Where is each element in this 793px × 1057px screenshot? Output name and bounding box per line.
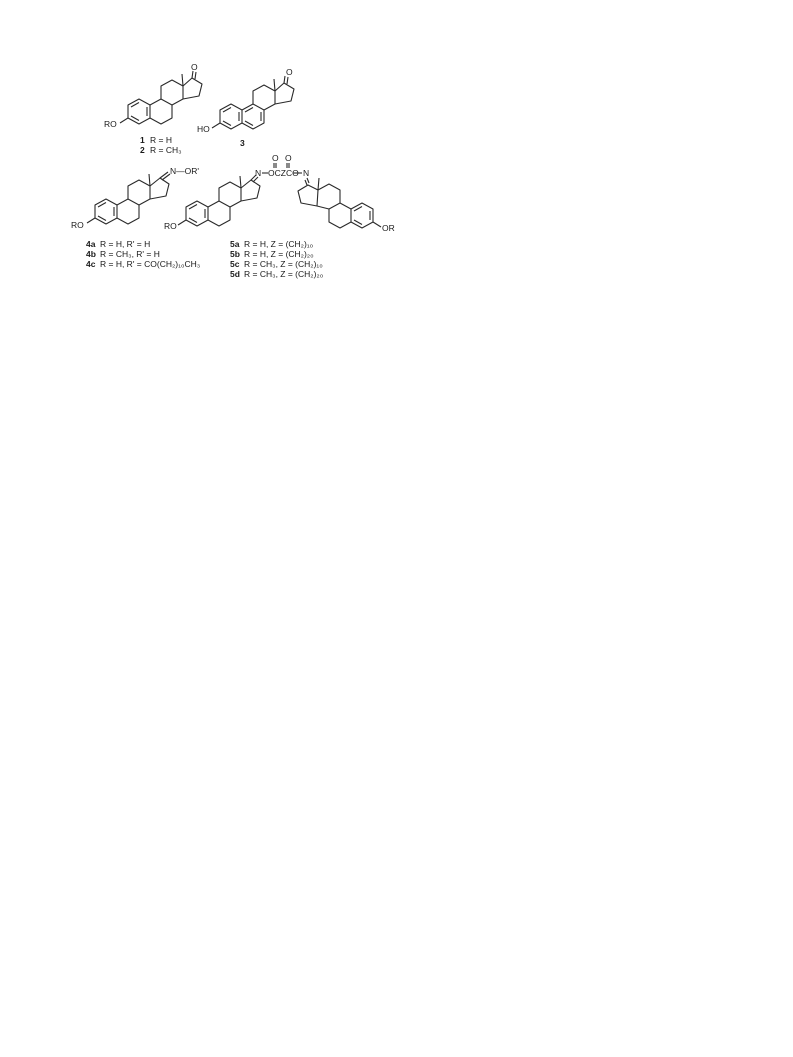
- ring-a-double-bonds: [98, 203, 114, 221]
- compound-number: 5b: [230, 249, 240, 259]
- compound-number: 3: [240, 138, 245, 148]
- compound-definition: R = H, R' = H: [100, 239, 151, 249]
- ketone-oxygen: O: [286, 67, 293, 77]
- compound-definition: R = CH₃: [150, 145, 182, 155]
- ring-a-double-bonds: [131, 103, 147, 121]
- left-ring-d: [241, 180, 260, 201]
- compound-definition: R = H, Z = (CH₂)₂₀: [244, 249, 314, 259]
- right-nitrogen: N: [303, 168, 310, 178]
- right-or-substituent: OR: [382, 223, 395, 233]
- compound-definition: R = CH₃, Z = (CH₂)₂₀: [244, 269, 324, 279]
- compound-number: 4b: [86, 249, 96, 259]
- legend-compounds-1-2: [140, 135, 182, 155]
- compound-definition: R = H: [150, 135, 172, 145]
- methyl-bond: [274, 79, 275, 91]
- ro-substituent: RO: [104, 119, 117, 129]
- ho-bond: [212, 123, 220, 128]
- methyl-bond: [149, 174, 150, 186]
- ring-d: [183, 78, 202, 99]
- structure-equilenin: [197, 67, 294, 134]
- carbonyl-oxygen: O: [285, 153, 292, 163]
- ro-bond: [120, 118, 128, 123]
- legend-compound-3: [240, 138, 245, 148]
- ring-b: [117, 199, 139, 224]
- ring-a-double-bonds: [223, 108, 239, 126]
- ring-d: [150, 178, 169, 199]
- compound-definition: R = CH₃, R' = H: [100, 249, 160, 259]
- left-nitrogen: N: [255, 168, 262, 178]
- oxime-group: N—OR': [170, 166, 200, 176]
- compound-number: 5c: [230, 259, 240, 269]
- structure-dimer: [164, 153, 395, 233]
- right-ring-a-double-bonds: [354, 207, 370, 225]
- ro-substituent: RO: [71, 220, 84, 230]
- left-ro-bond: [178, 220, 186, 225]
- legend-compounds-5: [230, 239, 324, 279]
- ring-b-double-bonds: [245, 108, 261, 126]
- compound-number: 4a: [86, 239, 96, 249]
- right-ring-c: [317, 184, 340, 209]
- right-or-bond: [373, 222, 381, 227]
- compound-number: 5a: [230, 239, 240, 249]
- compound-number: 1: [140, 135, 145, 145]
- ring-d: [275, 83, 294, 104]
- right-imine-bond: [305, 178, 309, 185]
- compound-definition: R = H, Z = (CH₂)₁₀: [244, 239, 314, 249]
- left-ring-a-double-bonds: [189, 205, 205, 223]
- compound-number: 4c: [86, 259, 96, 269]
- ring-b: [150, 99, 172, 124]
- linker-group: OCZCO: [268, 168, 299, 178]
- left-ro-substituent: RO: [164, 221, 177, 231]
- structure-estrone: [104, 62, 202, 129]
- carbonyl-oxygen: O: [272, 153, 279, 163]
- legend-compounds-4: [86, 239, 200, 269]
- right-ring-d: [298, 185, 318, 206]
- compound-definition: R = CH₃, Z = (CH₂)₁₀: [244, 259, 323, 269]
- left-methyl-bond: [240, 176, 241, 188]
- left-ring-b: [208, 201, 230, 226]
- ro-bond: [87, 218, 95, 223]
- ketone-oxygen: O: [191, 62, 198, 72]
- compound-number: 2: [140, 145, 145, 155]
- structure-oxime: [71, 166, 199, 230]
- ho-substituent: HO: [197, 124, 210, 134]
- right-methyl-bond: [318, 178, 319, 190]
- methyl-bond: [182, 74, 183, 86]
- compound-definition: R = H, R' = CO(CH₂)₁₀CH₃: [100, 259, 201, 269]
- compound-number: 5d: [230, 269, 240, 279]
